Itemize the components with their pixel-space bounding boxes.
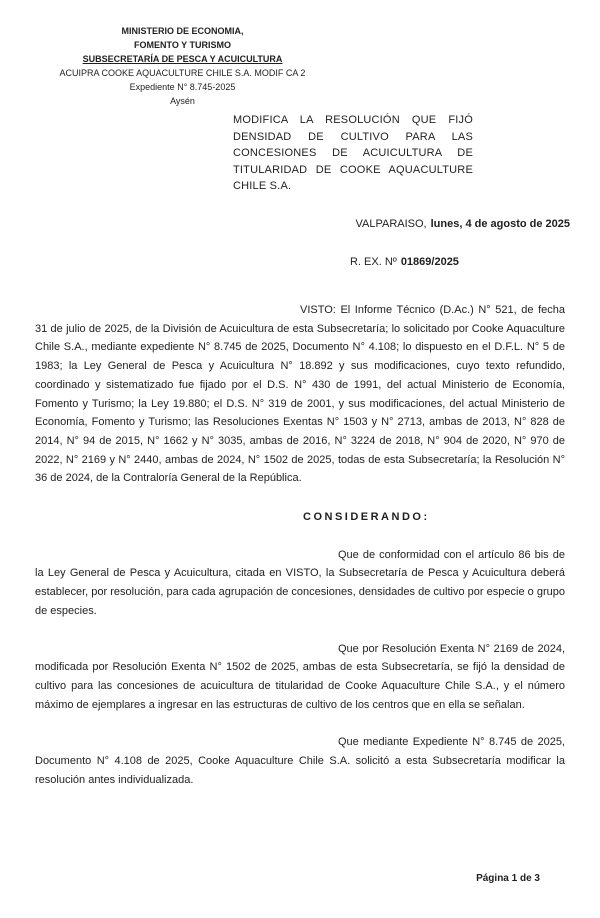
dateline-date: lunes, 4 de agosto de 2025 (430, 218, 570, 230)
dateline-city: VALPARAISO, (355, 218, 427, 230)
ministry-line-2: FOMENTO Y TURISMO (133, 40, 231, 50)
region-line: Aysén (170, 96, 195, 106)
page-number-label: Página 1 de 3 (476, 873, 540, 884)
subsecretaria-line: SUBSECRETARÍA DE PESCA Y ACUICULTURA (82, 54, 283, 64)
file-reference-line: ACUIPRA COOKE AQUACULTURE CHILE S.A. MODIF CA 2 (59, 68, 306, 78)
resolution-number-line (350, 256, 459, 268)
considerando-paragraph-1: Que de conformidad con el artículo 86 bis de la Ley General de Pesca y Acuicultura, citada en VISTO, la Subsecretaría de Pesca y Acuicultura deberá establecer, por resolución, para cada agrupación de concesiones, densidades de cultivo por especie o grupo de especies. (35, 548, 565, 617)
dateline (35, 218, 570, 230)
considerando-paragraph-2: Que por Resolución Exenta N° 2169 de 2024, modificada por Resolución Exenta N° 1502 de 2025, ambas de esta Subsecretaría, se fijó la densidad de cultivo para las concesiones de acuicultura de titularidad de Cooke Aquaculture Chile S.A., y el número máximo de ejemplares a ingresar en las estructuras de cultivo de los centros que en ella se señalan. (35, 642, 565, 711)
resolution-number: 01869/2025 (400, 256, 459, 268)
letterhead (30, 24, 335, 108)
expediente-line: Expediente N° 8.745-2025 (129, 82, 236, 92)
considerando-paragraph-3: Que mediante Expediente N° 8.745 de 2025, Documento N° 4.108 de 2025, Cooke Aquaculture Chile S.A. solicitó a esta Subsecretaría modificar la resolución antes individualizada. (35, 736, 565, 786)
visto-paragraph: VISTO: El Informe Técnico (D.Ac.) N° 521, de fecha 31 de julio de 2025, de la División de Acuicultura de esta Subsecretaría; lo solicitado por Cooke Aquaculture Chile S.A., mediante expediente N° 8.745 de 2025, Documento N° 4.108; lo dispuesto en el D.F.L. N° 5 de 1983; la Ley General de Pesca y Acuicultura N° 18.892 y sus modificaciones, cuyo texto refundido, coordinado y sistematizado fue fijado por el D.S. N° 430 de 1991, del actual Ministerio de Economía, Fomento y Turismo; la Ley 19.880; el D.S. N° 319 de 2001, y sus modificaciones, del actual Ministerio de Economía, Fomento y Turismo; las Resoluciones Exentas N° 1503 y N° 2713, ambas de 2013, N° 828 de 2014, N° 94 de 2015, N° 1662 y N° 3035, ambas de 2016, N° 3224 de 2018, N° 904 de 2020, N° 970 de 2022, N° 2169 y N° 2440, ambas de 2024, N° 1502 de 2025, todas de esta Subsecretaría; la Resolución N° 36 de 2024, de la Contraloría General de la República. (35, 304, 565, 485)
resolution-prefix: R. EX. Nº (350, 256, 397, 268)
document-body (35, 301, 565, 789)
ministry-line-1: MINISTERIO DE ECONOMIA, (121, 26, 244, 36)
document-title: MODIFICA LA RESOLUCIÓN QUE FIJÓ DENSIDAD DE CULTIVO PARA LAS CONCESIONES DE ACUICULTURA DE TITULARIDAD DE COOKE AQUACULTURE CHILE S.A. (233, 114, 473, 192)
considerando-heading: CONSIDERANDO: (303, 511, 430, 524)
